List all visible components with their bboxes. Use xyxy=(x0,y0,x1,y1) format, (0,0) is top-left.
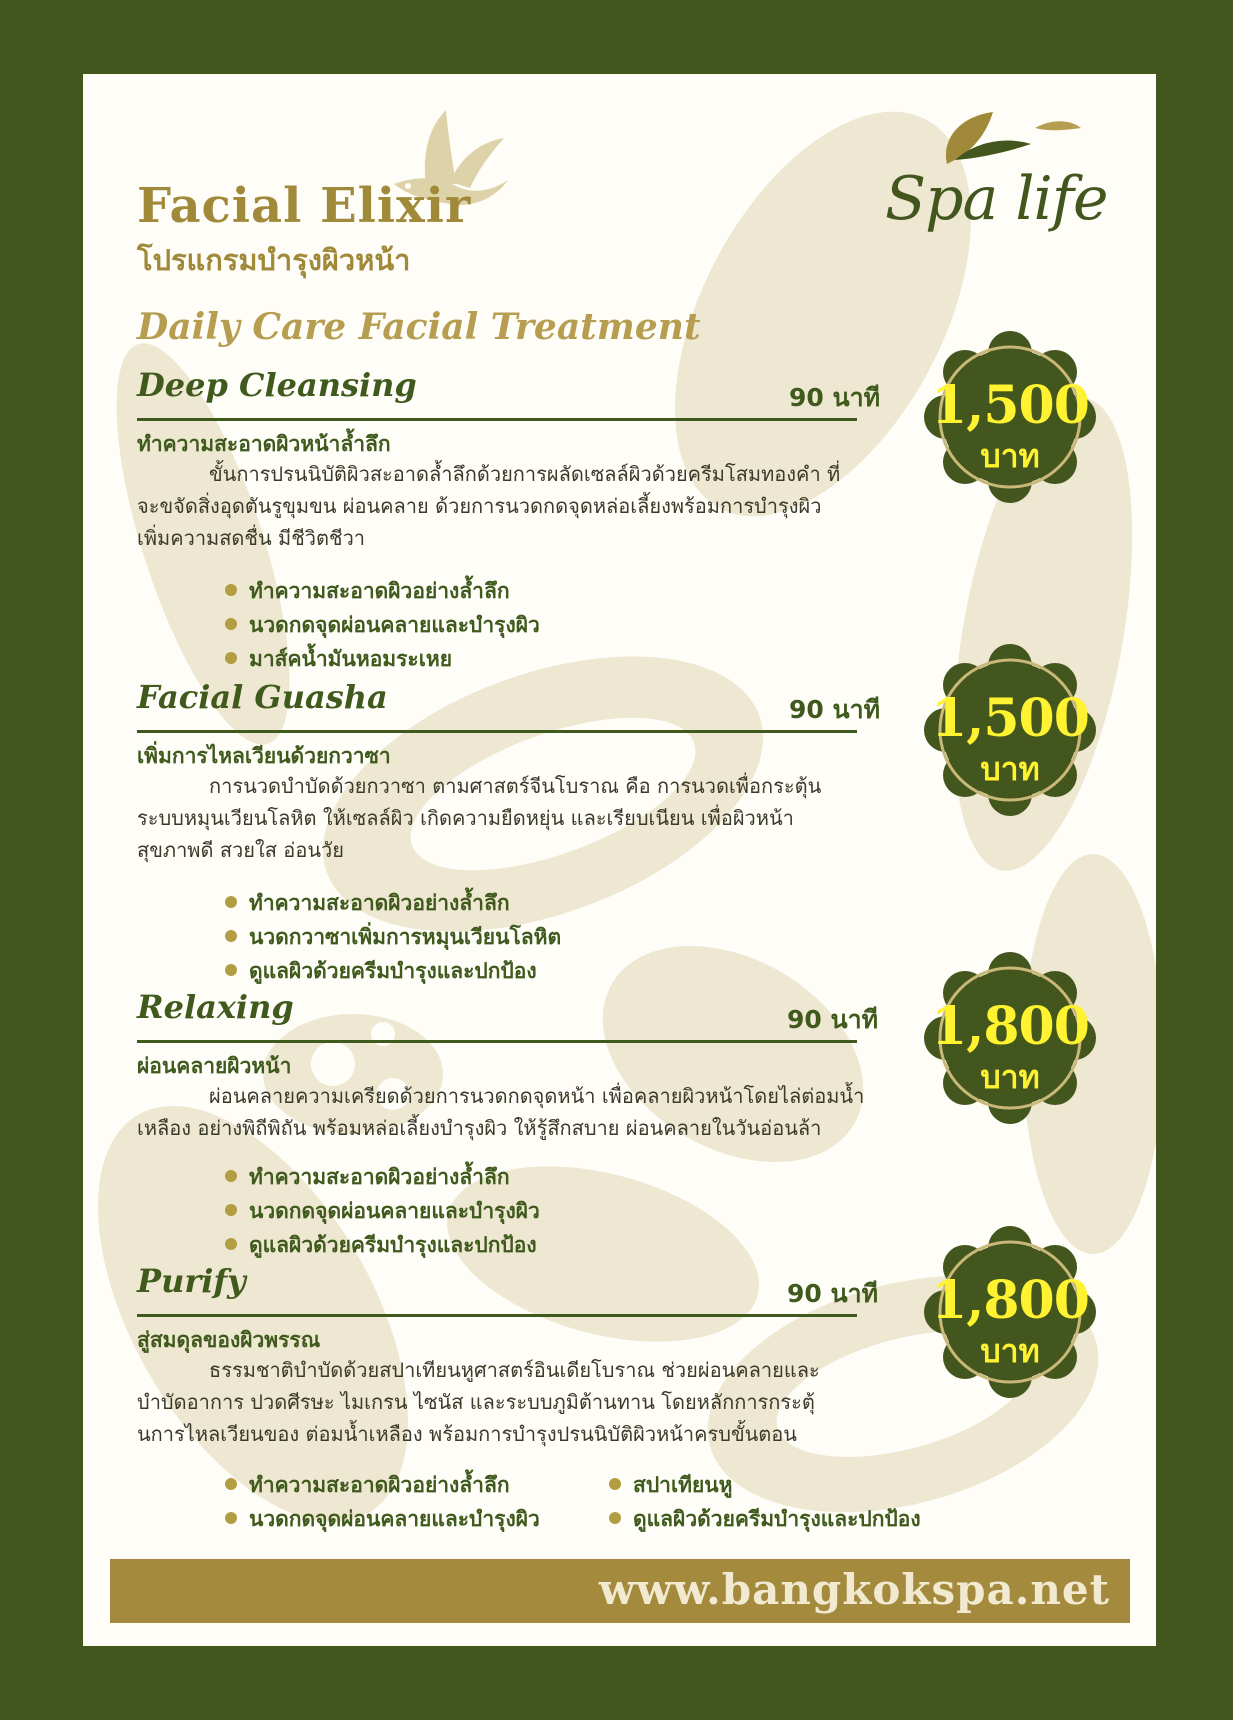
price-amount: 1,800 xyxy=(931,996,1089,1057)
price-amount: 1,500 xyxy=(931,375,1089,436)
service-divider xyxy=(137,1040,857,1043)
list-item: ดูแลผิวด้วยครีมบำรุงและปกป้อง xyxy=(225,1228,540,1262)
page-title: Facial Elixir xyxy=(137,178,472,234)
bullet-dot-icon xyxy=(225,652,237,664)
price-currency: บาท xyxy=(980,437,1040,475)
website-link[interactable]: www.bangkokspa.net xyxy=(598,1565,1110,1614)
bullet-dot-icon xyxy=(225,584,237,596)
service-subtitle: ผ่อนคลายผิวหน้า xyxy=(137,1054,292,1078)
service-bullets xyxy=(225,886,561,988)
list-item: ดูแลผิวด้วยครีมบำรุงและปกป้อง xyxy=(225,954,561,988)
bullet-dot-icon xyxy=(225,1238,237,1250)
list-item: ทำความสะอาดผิวอย่างล้ำลึก xyxy=(225,1160,540,1194)
bullet-dot-icon xyxy=(225,1170,237,1182)
bullet-dot-icon xyxy=(225,930,237,942)
section-heading: Daily Care Facial Treatment xyxy=(137,306,701,348)
service-duration: 90 นาที xyxy=(789,695,881,724)
price-badge xyxy=(924,1226,1096,1398)
price-currency: บาท xyxy=(980,1332,1040,1370)
price-amount: 1,800 xyxy=(931,1270,1089,1331)
list-item: นวดกดจุดผ่อนคลายและบำรุงผิว xyxy=(225,608,540,642)
bullet-dot-icon xyxy=(225,1478,237,1490)
list-item: นวดกวาซาเพิ่มการหมุนเวียนโลหิต xyxy=(225,920,561,954)
footer-bar xyxy=(110,1559,1130,1623)
bullet-dot-icon xyxy=(609,1478,621,1490)
service-divider xyxy=(137,1314,857,1317)
bullet-dot-icon xyxy=(225,618,237,630)
service-subtitle: สู่สมดุลของผิวพรรณ xyxy=(137,1328,321,1352)
price-currency: บาท xyxy=(980,750,1040,788)
service-description: ขั้นการปรนนิบัติผิวสะอาดล้ำลึกด้วยการผลัดเซลล์ผิวด้วยครีมโสมทองคำ ที่จะขจัดสิ่งอุดตันรูขุมขน ผ่อนคลาย ด้วยการนวดกดจุดหล่อเลี้ยงพร้อมการบำรุงผิว เพิ่มความสดชื่น มีชีวิตชีวา xyxy=(137,462,841,550)
service-duration: 90 นาที xyxy=(787,1279,879,1308)
service-duration: 90 นาที xyxy=(787,1005,879,1034)
service-bullets xyxy=(225,1468,540,1536)
bullet-dot-icon xyxy=(225,964,237,976)
list-item: สปาเทียนหู xyxy=(609,1468,921,1502)
service-bullets-right xyxy=(609,1468,921,1536)
price-currency: บาท xyxy=(980,1058,1040,1096)
price-badge xyxy=(924,331,1096,503)
list-item: ดูแลผิวด้วยครีมบำรุงและปกป้อง xyxy=(609,1502,921,1536)
list-item: ทำความสะอาดผิวอย่างล้ำลึก xyxy=(225,886,561,920)
list-item: มาส์คน้ำมันหอมระเหย xyxy=(225,642,540,676)
service-subtitle: ทำความสะอาดผิวหน้าล้ำลึก xyxy=(137,432,391,456)
price-amount: 1,500 xyxy=(931,688,1089,749)
service-name: Relaxing xyxy=(137,988,294,1026)
service-description: ธรรมชาติบำบัดด้วยสปาเทียนหูศาสตร์อินเดียโบราณ ช่วยผ่อนคลายและบำบัดอาการ ปวดศีรษะ ไมเกรน ไซนัส และระบบภูมิต้านทาน โดยหลักการกระตุ้นการไหลเวียนของ ต่อมน้ำเหลือง พร้อมการบำรุงปรนนิบัติผิวหน้าครบขั้นตอน xyxy=(137,1358,820,1446)
service-divider xyxy=(137,730,857,733)
list-item: ทำความสะอาดผิวอย่างล้ำลึก xyxy=(225,1468,540,1502)
price-badge xyxy=(924,644,1096,816)
bullet-dot-icon xyxy=(225,1204,237,1216)
bullet-dot-icon xyxy=(225,1512,237,1524)
list-item: นวดกดจุดผ่อนคลายและบำรุงผิว xyxy=(225,1194,540,1228)
bullet-dot-icon xyxy=(609,1512,621,1524)
service-description: การนวดบำบัดด้วยกวาซา ตามศาสตร์จีนโบราณ คือ การนวดเพื่อกระตุ้น ระบบหมุนเวียนโลหิต ให้เซลล์ผิว เกิดความยืดหยุ่น และเรียบเนียน เพื่อผิวหน้าสุขภาพดี สวยใส อ่อนวัย xyxy=(137,774,822,862)
menu-card xyxy=(83,74,1156,1646)
page-subtitle: โปรแกรมบำรุงผิวหน้า xyxy=(137,243,411,277)
logo-text: Spa life xyxy=(885,164,1108,234)
service-subtitle: เพิ่มการไหลเวียนด้วยกวาซา xyxy=(137,744,391,768)
service-divider xyxy=(137,418,857,421)
price-badge xyxy=(924,952,1096,1124)
list-item: นวดกดจุดผ่อนคลายและบำรุงผิว xyxy=(225,1502,540,1536)
service-duration: 90 นาที xyxy=(789,383,881,412)
bullet-dot-icon xyxy=(225,896,237,908)
service-name: Deep Cleansing xyxy=(137,366,417,404)
list-item: ทำความสะอาดผิวอย่างล้ำลึก xyxy=(225,574,540,608)
spa-life-logo xyxy=(885,100,1115,250)
service-name: Purify xyxy=(137,1262,246,1300)
service-bullets xyxy=(225,1160,540,1262)
service-bullets xyxy=(225,574,540,676)
service-description: ผ่อนคลายความเครียดด้วยการนวดกดจุดหน้า เพื่อคลายผิวหน้าโดยไล่ต่อมน้ำเหลือง อย่างพิถีพิถัน พร้อมหล่อเลี้ยงบำรุงผิว ให้รู้สึกสบาย ผ่อนคลายในวันอ่อนล้า xyxy=(137,1084,865,1140)
service-name: Facial Guasha xyxy=(137,678,388,716)
